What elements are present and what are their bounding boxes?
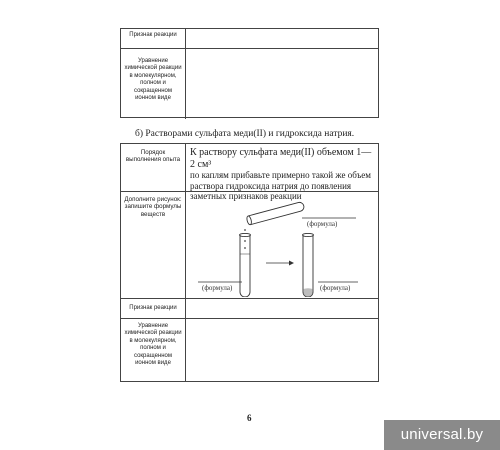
equation-answer-cell[interactable] (186, 319, 378, 382)
top-sign-label: Признак реакции (121, 29, 186, 48)
top-row-sign (121, 29, 378, 49)
top-equation-answer-cell[interactable] (186, 49, 378, 119)
tilted-test-tube-icon (246, 201, 305, 225)
procedure-label: Порядок выполнения опыта (121, 144, 186, 191)
procedure-line-1: К раствору сульфата меди(II) объемом 1—2 см³ (190, 147, 372, 170)
procedure-line-rest: по каплям прибавьте примерно такой же объем раствора гидроксида натрия до появления заметных признаков реакции (190, 170, 371, 201)
row-sign (121, 299, 378, 319)
top-sign-answer-cell[interactable] (186, 29, 378, 48)
equation-label: Уравнение химической реакции в молекулярном, полном и сокращенном ионном виде (121, 319, 186, 382)
sign-answer-cell[interactable] (186, 299, 378, 318)
dropping-drops-icon (244, 229, 246, 249)
reaction-arrow-icon (266, 261, 294, 266)
drawing-cell (186, 192, 378, 298)
page-number: 6 (247, 413, 252, 423)
row-procedure (121, 144, 378, 201)
formula-label-left: (формула) (202, 284, 233, 292)
drawing-label: Дополните рисунок: запишите формулы веществ (121, 192, 186, 298)
experiment-drawing (186, 192, 378, 297)
bottom-table (120, 143, 379, 382)
top-table (120, 28, 379, 118)
formula-label-right: (формула) (320, 284, 351, 292)
formula-label-top: (формула) (307, 220, 338, 228)
section-b-caption: б) Растворами сульфата меди(II) и гидроксида натрия. (135, 129, 355, 139)
left-test-tube-icon (240, 233, 251, 297)
top-row-equation (121, 49, 378, 119)
top-equation-label: Уравнение химической реакции в молекулярном, полном и сокращенном ионном виде (121, 49, 186, 119)
row-equation (121, 319, 378, 382)
watermark: universal.by (384, 420, 500, 450)
sign-label: Признак реакции (121, 299, 186, 318)
row-drawing (121, 192, 378, 299)
right-test-tube-icon (303, 233, 314, 297)
procedure-cell (186, 144, 378, 201)
